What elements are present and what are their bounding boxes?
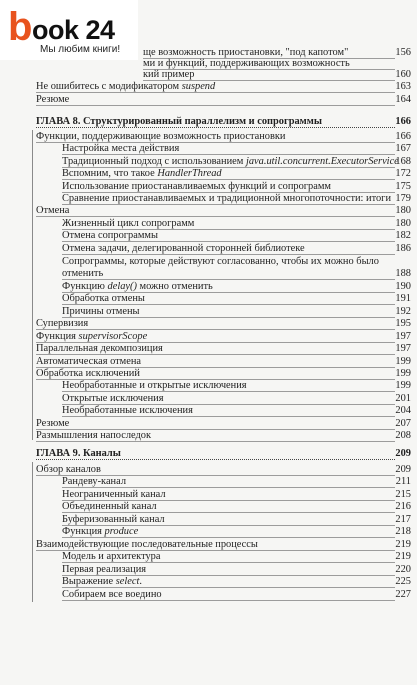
toc-entry-text: Модель и архитектура: [62, 551, 161, 562]
leader-line: [36, 441, 395, 442]
toc-entry-page: 163: [395, 81, 411, 92]
toc-subsection: [0, 242, 417, 255]
toc-entry-page: 192: [395, 306, 411, 317]
leader-line: [62, 600, 395, 601]
toc-entry-text: Резюме: [36, 418, 70, 429]
toc-entry-page: 201: [395, 393, 411, 404]
logo-letter: b: [8, 5, 33, 49]
toc-entry-page: 220: [395, 564, 411, 575]
toc-entry-emphasis: HandlerThread: [157, 168, 222, 179]
toc-entry-text: Использование приостанавливаемых функций и сопрограмм: [62, 181, 331, 192]
toc-subsection: [0, 404, 417, 417]
toc-entry-page: 199: [395, 368, 411, 379]
toc-entry-emphasis: delay(): [107, 281, 137, 292]
toc-subsection: [0, 229, 417, 242]
toc-subsection: [0, 267, 417, 280]
toc-entry-text: Сопрограммы, которые действуют согласованно, чтобы их можно было: [62, 256, 379, 267]
toc-entry-text: Вспомним, что такое HandlerThread: [62, 168, 222, 179]
toc-subsection: [0, 588, 417, 601]
toc-entry-page: 215: [395, 489, 411, 500]
toc-subsection: [0, 167, 417, 180]
logo-slogan: Мы любим книги!: [40, 44, 121, 55]
toc-entry-text: ще возможность приостановки, "под капотом": [143, 47, 349, 58]
toc-subsection: [0, 575, 417, 588]
toc-entry-page: 156: [395, 47, 411, 58]
toc-entry: [0, 80, 417, 93]
toc-entry-text: Выражение select.: [62, 576, 142, 587]
toc-entry-text: Объединенный канал: [62, 501, 157, 512]
toc-entry-text: Обработка отмены: [62, 293, 145, 304]
toc-entry-page: 180: [395, 205, 411, 216]
toc-entry-page: 186: [395, 243, 411, 254]
toc-subsection: [0, 475, 417, 488]
toc-entry-page: 180: [395, 218, 411, 229]
toc-subsection: [0, 500, 417, 513]
toc-subsection: [0, 550, 417, 563]
leader-line: [36, 105, 395, 106]
toc-entry-text: Собираем все воедино: [62, 589, 162, 600]
toc-entry-text: кий пример: [143, 69, 195, 80]
toc-entry-text: Функции, поддерживающие возможность приостановки: [36, 131, 286, 142]
toc-entry-emphasis: supervisorScope: [78, 331, 148, 342]
toc-entry-page: 219: [395, 551, 411, 562]
toc-entry-page: 199: [395, 380, 411, 391]
toc-entry-page: 164: [395, 94, 411, 105]
toc-entry-text: Необработанные и открытые исключения: [62, 380, 247, 391]
toc-entry-page: 211: [395, 476, 411, 487]
toc-entry-page: 195: [395, 318, 411, 329]
toc-entry-page: 209: [395, 464, 411, 475]
toc-entry-emphasis: select: [115, 576, 140, 587]
toc-entry: [0, 93, 417, 106]
toc-entry-page: 207: [395, 418, 411, 429]
toc-entry-text: Причины отмены: [62, 306, 140, 317]
toc-entry-text: Традиционный подход с использованием java.util.concurrent.ExecutorService: [62, 156, 399, 167]
toc-entry-page: 225: [395, 576, 411, 587]
toc-section: [0, 429, 417, 442]
toc-entry-text: Жизненный цикл сопрограмм: [62, 218, 195, 229]
toc-entry-text: Необработанные исключения: [62, 405, 193, 416]
toc-entry-page: 219: [395, 539, 411, 550]
toc-entry-page: 175: [395, 181, 411, 192]
toc-entry-text: ГЛАВА 8. Структурированный параллелизм и сопрограммы: [36, 116, 322, 127]
toc-entry-page: 218: [395, 526, 411, 537]
toc-entry-text: Отмена: [36, 205, 70, 216]
toc-entry-text: Супервизия: [36, 318, 89, 329]
toc-entry-page: 160: [395, 69, 411, 80]
toc-entry-page: 208: [395, 430, 411, 441]
toc-entry-text: Неограниченный канал: [62, 489, 166, 500]
toc-entry-page: 209: [395, 448, 411, 459]
toc-entry-page: 197: [395, 343, 411, 354]
toc-subsection: [0, 379, 417, 392]
toc-entry-text: Обработка исключений: [36, 368, 140, 379]
leader-line: [36, 459, 395, 460]
logo-text: ook 24: [32, 15, 115, 45]
toc-section: [0, 317, 417, 330]
toc-entry-text: Рандеву-канал: [62, 476, 127, 487]
toc-entry-text: Настройка места действия: [62, 143, 180, 154]
toc-section: [0, 204, 417, 217]
toc-entry-page: 204: [395, 405, 411, 416]
toc-entry-emphasis: java.util.concurrent.ExecutorService: [245, 156, 399, 167]
toc-entry-text: отменить: [62, 268, 104, 279]
chapter-9-heading: [0, 447, 417, 460]
toc-entry-page: 197: [395, 331, 411, 342]
toc-entry-emphasis: produce: [104, 526, 139, 537]
toc-entry-emphasis: suspend: [181, 81, 216, 92]
leader-line: [36, 127, 395, 128]
toc-entry-page: 172: [395, 168, 411, 179]
toc-entry-text: Взаимодействующие последовательные процессы: [36, 539, 258, 550]
toc-entry-page: 182: [395, 230, 411, 241]
toc-entry-text: Параллельная декомпозиция: [36, 343, 163, 354]
toc-entry-page: 179: [395, 193, 411, 204]
toc-entry-text: Функция supervisorScope: [36, 331, 148, 342]
toc-entry-page: 216: [395, 501, 411, 512]
toc-entry-page: 227: [395, 589, 411, 600]
toc-entry-text: Отмена задачи, делегированной сторонней библиотеке: [62, 243, 305, 254]
toc-subsection: [0, 292, 417, 305]
toc-entry-text: Обзор каналов: [36, 464, 101, 475]
toc-subsection: [0, 142, 417, 155]
toc-entry-page: 166: [395, 116, 411, 127]
toc-entry-page: 217: [395, 514, 411, 525]
toc-entry-page: 190: [395, 281, 411, 292]
toc-entry-page: 166: [395, 131, 411, 142]
toc-entry-page: 191: [395, 293, 411, 304]
toc-entry-text: ми и функций, поддерживающих возможность: [143, 58, 350, 69]
toc-entry-text: ГЛАВА 9. Каналы: [36, 448, 121, 459]
toc-entry-text: Резюме: [36, 94, 70, 105]
toc-section: [0, 342, 417, 355]
chapter-8-heading: [0, 115, 417, 128]
toc-entry-text: Автоматическая отмена: [36, 356, 142, 367]
toc-entry-page: 188: [395, 268, 411, 279]
toc-entry-text: Сравнение приостанавливаемых и традиционной многопоточности: итоги: [62, 193, 392, 204]
toc-entry-text: Функция produce: [62, 526, 139, 537]
toc-entry-text: Размышления напоследок: [36, 430, 152, 441]
toc-entry-text: Отмена сопрограммы: [62, 230, 158, 241]
toc-entry-page: 199: [395, 356, 411, 367]
toc-subsection: [0, 525, 417, 538]
book24-logo[interactable]: [0, 0, 138, 60]
toc-entry-text: Первая реализация: [62, 564, 147, 575]
toc-entry-text: Открытые исключения: [62, 393, 164, 404]
toc-entry-text: Функцию delay() можно отменить: [62, 281, 213, 292]
toc-entry-text: Буферизованный канал: [62, 514, 165, 525]
toc-entry-page: 168: [395, 156, 411, 167]
toc-entry-page: 167: [395, 143, 411, 154]
toc-entry-text: Не ошибитесь с модификатором suspend: [36, 81, 216, 92]
